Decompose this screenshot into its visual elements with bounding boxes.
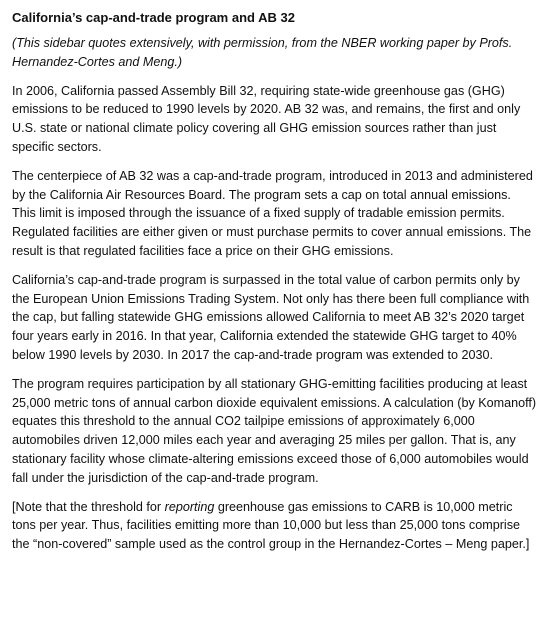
- note-text-before: [Note that the threshold for: [12, 499, 165, 514]
- paragraph-reporting-note: [12, 498, 537, 554]
- paragraph-participation-threshold: The program requires participation by all stationary GHG-emitting facilities producing at least 25,000 metric tons of annual carbon dioxide equivalent emissions. A calculation (by Komanoff) equates this threshold to the annual CO2 tailpipe emissions of approximately 6,000 automobiles driven 12,000 miles each year and averaging 25 miles per gallon. That is, any stationary facility whose climate-altering emissions exceed those of 6,000 automobiles would fall under the jurisdiction of the cap-and-trade program.: [12, 376, 537, 485]
- paragraph-cap-and-trade-centerpiece: The centerpiece of AB 32 was a cap-and-trade program, introduced in 2013 and administered by the California Air Resources Board. The program sets a cap on total annual emissions. This limit is imposed through the issuance of a fixed supply of tradable emission permits. Regulated facilities are either given or must purchase permits to cover annual emissions. The result is that regulated facilities face a price on their GHG emissions.: [12, 168, 533, 258]
- sidebar-intro-note: (This sidebar quotes extensively, with permission, from the NBER working paper by Profs. Hernandez-Cortes and Meng.): [12, 36, 513, 69]
- paragraph-ab32-overview: In 2006, California passed Assembly Bill 32, requiring state-wide greenhouse gas (GHG) emissions to be reduced to 1990 levels by 2020. AB 32 was, and remains, the first and only U.S. state or national climate policy covering all GHG emission sources rather than just specific sectors.: [12, 83, 521, 154]
- note-emphasis: reporting: [164, 499, 215, 514]
- paragraph-program-comparison: California’s cap-and-trade program is surpassed in the total value of carbon permits only by the European Union Emissions Trading System. Not only has there been full compliance with the cap, but falling statewide GHG emissions allowed California to meet AB 32’s 2020 target four years early in 2016. In that year, California extended the statewide GHG target to 40% below 1990 levels by 2030. In 2017 the cap-and-trade program was extended to 2030.: [12, 272, 530, 362]
- note-text-after: greenhouse gas emissions to CARB is 10,000 metric tons per year. Thus, facilities emitting more than 10,000 but less than 25,000 tons comprise the “non-covered” sample used as the control group in the Hernandez-Cortes – Meng paper.]: [12, 499, 530, 552]
- sidebar-title: California’s cap-and-trade program and AB 32: [12, 10, 295, 25]
